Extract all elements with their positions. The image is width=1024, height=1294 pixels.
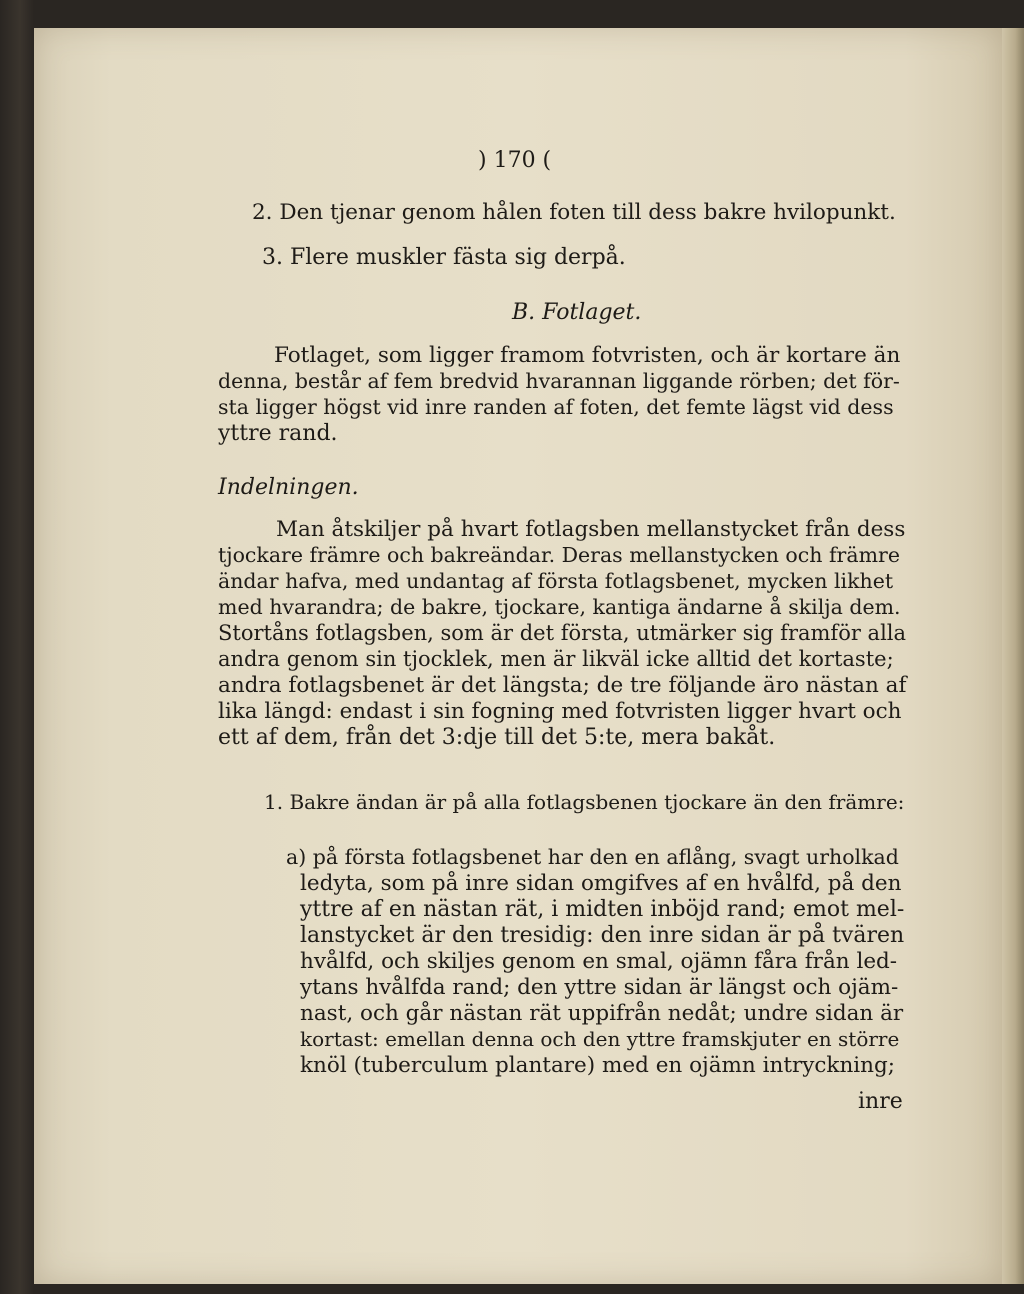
list-item: 2. Den tjenar genom hålen foten till dess bakre hvilopunkt. <box>252 200 896 225</box>
paragraph-line: sta ligger högst vid inre randen af foten, det femte lägst vid dess <box>218 395 894 419</box>
list-item: 3. Flere muskler fästa sig derpå. <box>262 245 626 270</box>
paragraph-line: tjockare främre och bakreändar. Deras mellanstycken och främre <box>218 543 900 567</box>
sublist-line: yttre af en nästan rät, i midten inböjd rand; emot mel- <box>300 897 905 922</box>
paragraph-line: lika längd: endast i sin fogning med fotvristen ligger hvart och <box>218 699 902 724</box>
paragraph-line: Fotlaget, som ligger framom fotvristen, och är kortare än <box>274 343 901 368</box>
sublist-line: a) på första fotlagsbenet har den en aflång, svagt urholkad <box>286 845 899 869</box>
list-item: 1. Bakre ändan är på alla fotlagsbenen tjockare än den främre: <box>264 790 905 814</box>
subheading: Indelningen. <box>218 475 359 500</box>
paragraph-line: andra fotlagsbenet är det längsta; de tre följande äro nästan af <box>218 673 907 698</box>
sublist-line: nast, och går nästan rät uppifrån nedåt; undre sidan är <box>300 1001 904 1026</box>
paragraph-line: ändar hafva, med undantag af första fotlagsbenet, mycken likhet <box>218 569 894 593</box>
paragraph-line: yttre rand. <box>218 421 338 446</box>
paragraph-line: Man åtskiljer på hvart fotlagsben mellanstycket från dess <box>276 517 906 542</box>
paragraph-line: Stortåns fotlagsben, som är det första, utmärker sig framför alla <box>218 621 907 645</box>
paragraph-line: denna, består af fem bredvid hvarannan liggande rörben; det för- <box>218 369 900 393</box>
sublist-line: ytans hvålfda rand; den yttre sidan är längst och ojäm- <box>300 975 899 1000</box>
sublist-line: hvålfd, och skiljes genom en smal, ojämn fåra från led- <box>300 949 898 974</box>
catchword: inre <box>858 1089 903 1114</box>
sublist-line: lanstycket är den tresidig: den inre sidan är på tvären <box>300 923 905 948</box>
sublist-line: kortast: emellan denna och den yttre framskjuter en större <box>300 1027 900 1051</box>
paragraph-line: ett af dem, från det 3:dje till det 5:te, mera bakåt. <box>218 725 776 750</box>
sublist-line: knöl (tuberculum plantare) med en ojämn intryckning; <box>300 1053 896 1078</box>
page-number: ) 170 ( <box>478 148 552 173</box>
paragraph-line: med hvarandra; de bakre, tjockare, kantiga ändarne å skilja dem. <box>218 595 901 619</box>
section-heading: B. Fotlaget. <box>512 300 642 325</box>
paragraph-line: andra genom sin tjocklek, men är likväl icke alltid det kortaste; <box>218 647 894 671</box>
sublist-line: ledyta, som på inre sidan omgifves af en hvålfd, på den <box>300 871 902 896</box>
